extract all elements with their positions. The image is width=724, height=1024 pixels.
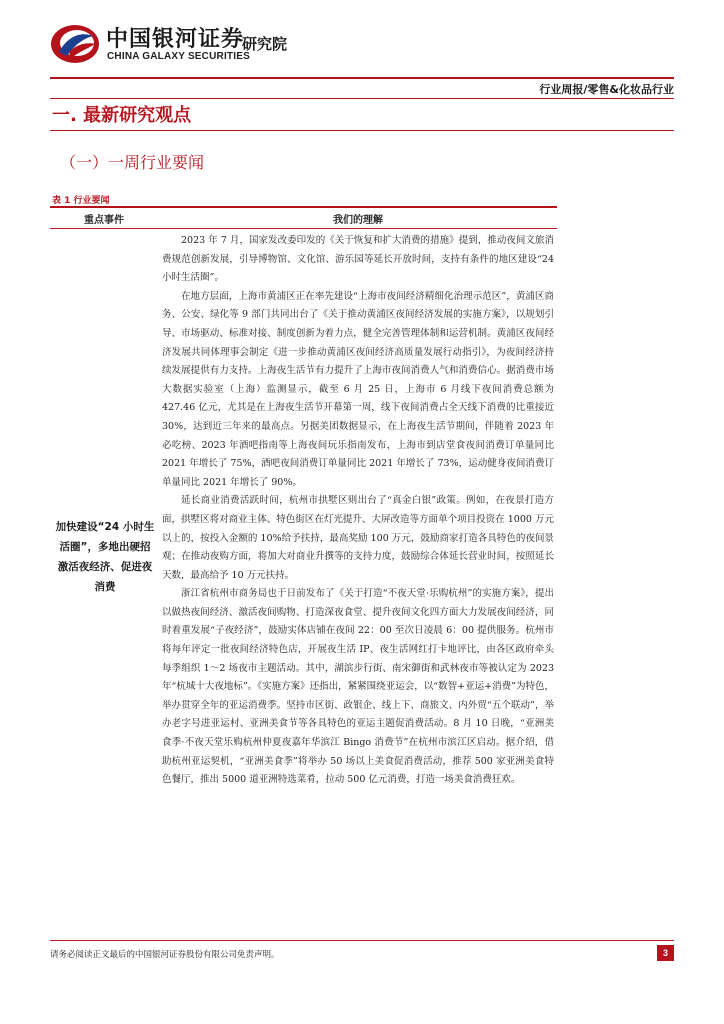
view-paragraph: 在地方层面，上海市黄浦区正在率先建设“上海市夜间经济精细化治理示范区”，黄浦区商务、公安、绿化等 9 部门共同出台了《关于推动黄浦区夜间经济发展的实施方案》，以规划引导、市场驱动、标准对接、制度创新为着力点，健全完善管理体制和运营机制。黄浦区夜间经济发展共同体理事会制定《进一步推动黄浦区夜间经济高质量发展行动指引》，为夜间经济持续发展提供有力支持。上海夜生活节有力提升了上海市夜间消费人气和消费信心。据消费市场大数据实验室（上海）监测显示，截至 6 月 25 日，上海市 6 月线下夜间消费总额为 427.46 亿元，尤其是在上海夜生活节开幕第一周，线下夜间消费占全天线下消费的比重接近 30%，达到近三年来的最高点。另据美团数据显示，在上海夜生活节期间，伴随着 2023 年必吃榜、2023 年酒吧指南等上海夜间玩乐指南发布，上海市到店堂食夜间消费订单量同比 2021 年增长了 75%，酒吧夜间消费订单量同比 2021 年增长了 73%，运动健身夜间消费订单量同比 2021 年增长了 90%。 — [162, 290, 554, 488]
brand-name-en: CHINA GALAXY SECURITIES — [107, 51, 250, 62]
section-divider — [50, 130, 674, 131]
report-type: 行业周报/零售&化妆品行业 — [539, 83, 674, 96]
table-caption: 表 1 行业要闻 — [52, 196, 110, 206]
brand-name-cn: 中国银河证券 — [106, 27, 245, 52]
disclaimer-note: 请务必阅读正文最后的中国银河证券股份有限公司免责声明。 — [50, 950, 280, 960]
page-number: 3 — [657, 945, 674, 961]
institute-name: 研究院 — [242, 35, 288, 53]
table-header-view: 我们的理解 — [333, 215, 383, 226]
table-cell-view — [162, 232, 554, 790]
view-paragraph: 浙江省杭州市商务局也于日前发布了《关于打造“不夜天堂·乐购杭州”的实施方案》，提出以做热夜间经济、激活夜间购物、打造深夜食堂、提升夜间文化四方面大力发展夜间经济，同时着重发展“子夜经济”，鼓励实体店铺在夜间 22：00 至次日凌晨 6：00 提供服务。杭州市将每年评定一批夜间经济特色店，开展夜生活 IP、夜生活网红打卡地评比，由各区政府牵头每季组织 1～2 场夜市主题活动。其中，湖滨步行街、南宋御街和武林夜市等被认定为 2023 年“杭城十大夜地标”。《实施方案》还指出，紧紧围绕亚运会，以“数智+亚运+消费”为特色，举办贯穿全年的亚运消费季。坚持市区街、政银企、线上下、商旅文、内外贸“五个联动”，举办老字号进亚运村、亚洲美食节等各具特色的亚运主题促消费活动。8 月 10 日晚，“亚洲美食季·不夜天堂乐购杭州仲夏夜嘉年华滨江 Bingo 消费节”在杭州市滨江区启动。据介绍，借助杭州亚运契机，“亚洲美食季”将举办 50 场以上美食促消费活动，推荐 500 家亚洲美食特色餐厅，推出 5000 道亚洲特选菜肴，拉动 500 亿元消费，打造一场美食消费狂欢。 — [162, 588, 554, 786]
table-header-event: 重点事件 — [84, 215, 124, 226]
section-heading: 一. 最新研究观点 — [52, 105, 192, 126]
view-paragraph: 延长商业消费活跃时间，杭州市拱墅区则出台了“真金白银”政策。例如，在夜景打造方面，拱墅区将对商业主体、特色街区在灯光提升、大屏改造等方面单个项目投资在 1000 万元以上的，按投入金额的 10%给予扶持，最高奖励 100 万元，鼓励商家打造各具特色的夜间景观；在推动夜购方面，将加大对商业升撰等的支持力度，鼓励综合体延长营业时间，按照延长天数，最高给予 10 万元扶持。 — [162, 495, 554, 581]
header-divider-lower — [50, 98, 674, 99]
table-top-rule — [50, 206, 557, 208]
table-cell-event: 加快建设“24 小时生活圈”，多地出硬招激活夜经济、促进夜消费 — [55, 521, 155, 593]
subsection-heading: （一）一周行业要闻 — [60, 153, 205, 172]
galaxy-logo-icon — [49, 22, 101, 66]
header-divider — [50, 77, 674, 79]
view-paragraph: 2023 年 7 月，国家发改委印发的《关于恢复和扩大消费的措施》提到，推动夜间文旅消费规范创新发展，引导博物馆、文化馆、游乐园等延长开放时间，支持有条件的地区建设“24 小时生活圈”。 — [162, 235, 554, 284]
footer-divider — [50, 940, 674, 941]
table-header-rule — [50, 228, 557, 229]
